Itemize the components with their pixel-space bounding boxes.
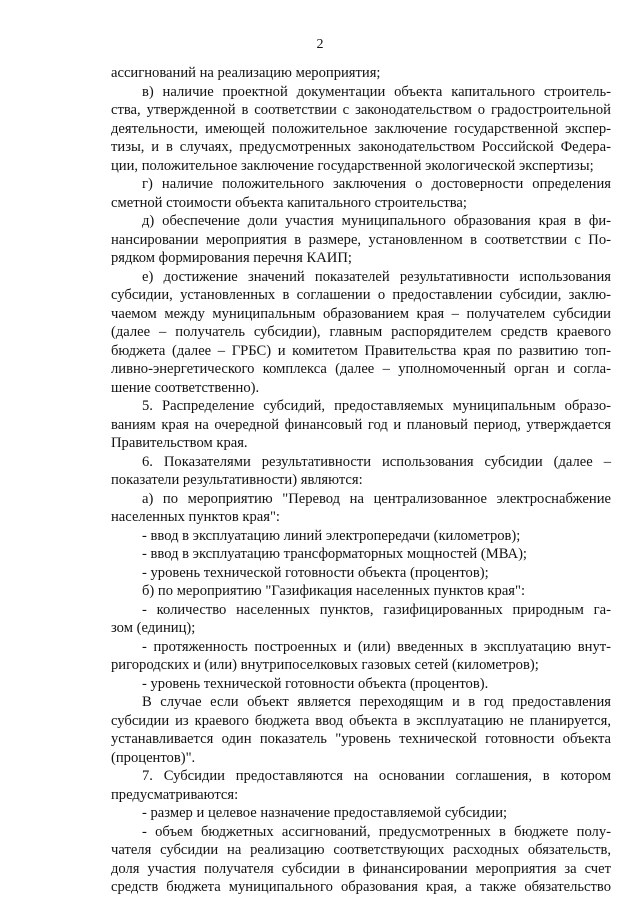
page-number: 2 — [316, 37, 324, 52]
text-line: е) достижение значений показателей результативности использования — [142, 268, 611, 285]
document-body — [111, 64, 611, 897]
text-line: В случае если объект является переходящим и в год предоставления — [142, 694, 611, 710]
text-line: ции, положительное заключение государственной экологической экспертизы; — [111, 157, 594, 174]
text-line: сметной стоимости объекта капитального строительства; — [111, 194, 467, 211]
text-line: устанавливается один показатель "уровень технической готовности объекта — [111, 731, 611, 747]
text-line: тизы, и в случаях, предусмотренных законодательством Российской Федера- — [111, 139, 611, 155]
text-line: ливно-энергетического комплекса (далее – уполномоченный орган и согла- — [111, 361, 611, 377]
text-line: б) по мероприятию "Газификация населенных пунктов края": — [142, 583, 526, 599]
text-line: - протяженность построенных и (или) введенных в эксплуатацию внут- — [142, 638, 611, 655]
text-line: ригородских и (или) внутрипоселковых газовых сетей (километров); — [111, 657, 539, 673]
text-line: показатели результативности) являются: — [111, 472, 363, 488]
text-line: чаемом между муниципальным образованием края – получателем субсидии — [111, 305, 611, 322]
text-line: доля участия получателя субсидии в финансировании мероприятия за счет — [111, 860, 611, 877]
text-line: - ввод в эксплуатацию линий электропередачи (километров); — [142, 527, 521, 544]
text-line: рядком формирования перечня КАИП; — [111, 250, 352, 266]
text-line: ваниям края на очередной финансовый год и плановый период, утверждается — [111, 416, 611, 433]
text-line: - количество населенных пунктов, газифицированных природным га- — [142, 601, 611, 618]
text-line: субсидии, установленных в соглашении о предоставлении субсидии, заклю- — [111, 287, 611, 303]
text-line: - размер и целевое назначение предоставляемой субсидии; — [142, 805, 508, 821]
text-line: нансировании мероприятия в размере, установленном в соответствии с По- — [111, 231, 611, 248]
text-line: 6. Показателями результативности использования субсидии (далее – — [142, 453, 611, 470]
text-line: шение соответственно). — [111, 379, 260, 396]
text-line: 5. Распределение субсидий, предоставляемых муниципальным образо- — [142, 398, 611, 414]
text-line: (процентов)". — [111, 749, 196, 766]
text-line: - объем бюджетных ассигнований, предусмотренных в бюджете полу- — [142, 823, 611, 840]
text-line: ства, утвержденной в соответствии с законодательством о градостроительной — [111, 102, 611, 118]
text-line: деятельности, имеющей положительное заключение государственной экспер- — [111, 120, 611, 137]
text-line: зом (единиц); — [111, 620, 196, 636]
text-line: чателя субсидии на реализацию соответствующих расходных обязательств, — [111, 842, 611, 858]
text-line: в) наличие проектной документации объекта капитального строитель- — [142, 83, 611, 100]
text-line: средств бюджета муниципального образования края, а также обязательство — [111, 879, 611, 895]
text-line: населенных пунктов края": — [111, 509, 280, 525]
text-line: - ввод в эксплуатацию трансформаторных мощностей (МВА); — [142, 546, 527, 562]
text-line: - уровень технической готовности объекта (процентов). — [142, 675, 489, 692]
text-line: бюджета (далее – ГРБС) и комитетом Правительства края по развитию топ- — [111, 342, 611, 359]
text-line: г) наличие положительного заключения о достоверности определения — [142, 176, 611, 192]
text-line: а) по мероприятию "Перевод на централизованное электроснабжение — [142, 490, 611, 507]
text-line: ассигнований на реализацию мероприятия; — [111, 65, 381, 81]
text-line: предусматриваются: — [111, 786, 239, 803]
text-line: д) обеспечение доли участия муниципального образования края в фи- — [142, 213, 611, 229]
text-line: Правительством края. — [111, 435, 248, 451]
text-line: (далее – получатель субсидии), главным распорядителем средств краевого — [111, 324, 611, 340]
text-line: 7. Субсидии предоставляются на основании соглашения, в котором — [142, 768, 611, 784]
text-line: субсидии из краевого бюджета ввод объекта в эксплуатацию не планируется, — [111, 712, 611, 729]
text-line: - уровень технической готовности объекта (процентов); — [142, 564, 489, 581]
